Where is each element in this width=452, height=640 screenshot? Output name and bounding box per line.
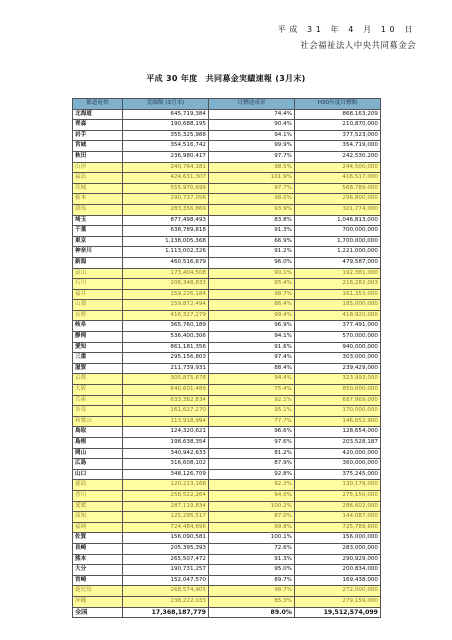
actual-cell: 125,295,517 bbox=[123, 512, 209, 523]
table-row bbox=[73, 226, 381, 237]
actual-cell: 159,226,184 bbox=[123, 289, 209, 300]
rate-cell: 75.4% bbox=[209, 385, 295, 396]
table-row bbox=[73, 533, 381, 544]
prefecture-cell: 群馬 bbox=[73, 204, 123, 215]
target-cell: 128,654,000 bbox=[295, 427, 381, 438]
target-cell: 377,523,000 bbox=[295, 130, 381, 141]
prefecture-cell: 沖縄 bbox=[73, 596, 123, 607]
rate-cell: 98.0% bbox=[209, 194, 295, 205]
rate-cell: 94.0% bbox=[209, 490, 295, 501]
actual-cell: 861,181,356 bbox=[123, 342, 209, 353]
rate-cell: 83.8% bbox=[209, 215, 295, 226]
table-row bbox=[73, 374, 381, 385]
results-table bbox=[72, 98, 381, 618]
rate-cell: 86.4% bbox=[209, 300, 295, 311]
actual-cell: 424,631,307 bbox=[123, 173, 209, 184]
total-row bbox=[73, 607, 381, 618]
actual-cell: 340,942,633 bbox=[123, 448, 209, 459]
table-row bbox=[73, 416, 381, 427]
actual-cell: 640,601,489 bbox=[123, 385, 209, 396]
prefecture-cell: 山形 bbox=[73, 162, 123, 173]
table-row bbox=[73, 406, 381, 417]
actual-cell: 633,382,834 bbox=[123, 395, 209, 406]
prefecture-cell: 新潟 bbox=[73, 257, 123, 268]
actual-cell: 305,875,678 bbox=[123, 374, 209, 385]
actual-cell: 638,789,818 bbox=[123, 226, 209, 237]
table-row bbox=[73, 236, 381, 247]
actual-cell: 206,348,833 bbox=[123, 279, 209, 290]
column-header-actual: 実績額 (3月末) bbox=[123, 99, 209, 110]
column-header-target: H30年度目標額 bbox=[295, 99, 381, 110]
table-row bbox=[73, 342, 381, 353]
actual-cell: 1,113,002,326 bbox=[123, 247, 209, 258]
document-title: 平成 30 年度 共同募金実績速報 (3月末) bbox=[146, 74, 306, 83]
table-row bbox=[73, 575, 381, 586]
prefecture-cell: 福島 bbox=[73, 173, 123, 184]
prefecture-cell: 山梨 bbox=[73, 300, 123, 311]
prefecture-cell: 神奈川 bbox=[73, 247, 123, 258]
target-cell: 868,163,209 bbox=[295, 109, 381, 120]
table-row bbox=[73, 151, 381, 162]
prefecture-cell: 岐阜 bbox=[73, 321, 123, 332]
table-body bbox=[73, 109, 381, 618]
table-row bbox=[73, 501, 381, 512]
target-cell: 360,000,000 bbox=[295, 459, 381, 470]
rate-cell: 81.2% bbox=[209, 448, 295, 459]
table-row bbox=[73, 490, 381, 501]
prefecture-cell: 高知 bbox=[73, 512, 123, 523]
rate-cell: 98.7% bbox=[209, 586, 295, 597]
actual-cell: 161,627,270 bbox=[123, 406, 209, 417]
actual-cell: 645,719,384 bbox=[123, 109, 209, 120]
table-row bbox=[73, 173, 381, 184]
actual-cell: 159,872,494 bbox=[123, 300, 209, 311]
actual-cell: 156,090,581 bbox=[123, 533, 209, 544]
prefecture-cell: 長崎 bbox=[73, 543, 123, 554]
rate-cell: 85.3% bbox=[209, 596, 295, 607]
actual-cell: 316,608,102 bbox=[123, 459, 209, 470]
prefecture-cell: 山口 bbox=[73, 469, 123, 480]
target-cell: 303,000,000 bbox=[295, 353, 381, 364]
prefecture-cell: 千葉 bbox=[73, 226, 123, 237]
rate-cell: 95.1% bbox=[209, 406, 295, 417]
actual-cell: 152,047,570 bbox=[123, 575, 209, 586]
rate-cell: 66.9% bbox=[209, 236, 295, 247]
target-cell: 700,000,000 bbox=[295, 226, 381, 237]
actual-cell: 265,507,472 bbox=[123, 554, 209, 565]
rate-cell: 94.4% bbox=[209, 374, 295, 385]
target-cell: 354,719,000 bbox=[295, 141, 381, 152]
table-row bbox=[73, 120, 381, 131]
total-actual-cell: 17,368,187,779 bbox=[123, 607, 209, 618]
actual-cell: 236,980,417 bbox=[123, 151, 209, 162]
actual-cell: 205,395,393 bbox=[123, 543, 209, 554]
table-row bbox=[73, 109, 381, 120]
rate-cell: 89.7% bbox=[209, 575, 295, 586]
actual-cell: 120,213,168 bbox=[123, 480, 209, 491]
target-cell: 185,000,000 bbox=[295, 300, 381, 311]
table-row bbox=[73, 300, 381, 311]
actual-cell: 365,760,189 bbox=[123, 321, 209, 332]
rate-cell: 74.4% bbox=[209, 109, 295, 120]
rate-cell: 97.4% bbox=[209, 353, 295, 364]
target-cell: 479,587,000 bbox=[295, 257, 381, 268]
table-row bbox=[73, 586, 381, 597]
table-row bbox=[73, 268, 381, 279]
target-cell: 275,150,000 bbox=[295, 490, 381, 501]
prefecture-cell: 島根 bbox=[73, 438, 123, 449]
prefecture-cell: 岩手 bbox=[73, 130, 123, 141]
target-cell: 323,993,000 bbox=[295, 374, 381, 385]
table-row bbox=[73, 257, 381, 268]
target-cell: 570,000,000 bbox=[295, 332, 381, 343]
prefecture-cell: 鳥取 bbox=[73, 427, 123, 438]
prefecture-cell: 埼玉 bbox=[73, 215, 123, 226]
column-header-rate: 目標達成率 bbox=[209, 99, 295, 110]
prefecture-cell: 茨城 bbox=[73, 183, 123, 194]
actual-cell: 268,574,905 bbox=[123, 586, 209, 597]
total-target-cell: 19,512,574,099 bbox=[295, 607, 381, 618]
rate-cell: 91.3% bbox=[209, 226, 295, 237]
prefecture-cell: 福岡 bbox=[73, 522, 123, 533]
prefecture-cell: 青森 bbox=[73, 120, 123, 131]
prefecture-cell: 佐賀 bbox=[73, 533, 123, 544]
target-cell: 144,087,000 bbox=[295, 512, 381, 523]
prefecture-cell: 奈良 bbox=[73, 406, 123, 417]
total-rate-cell: 89.0% bbox=[209, 607, 295, 618]
prefecture-cell: 石川 bbox=[73, 279, 123, 290]
actual-cell: 724,484,696 bbox=[123, 522, 209, 533]
table-row bbox=[73, 289, 381, 300]
prefecture-cell: 滋賀 bbox=[73, 363, 123, 374]
target-cell: 161,353,000 bbox=[295, 289, 381, 300]
table-row bbox=[73, 596, 381, 607]
actual-cell: 173,404,508 bbox=[123, 268, 209, 279]
target-cell: 1,700,000,000 bbox=[295, 236, 381, 247]
rate-cell: 90.1% bbox=[209, 268, 295, 279]
target-cell: 200,834,000 bbox=[295, 565, 381, 576]
table-row bbox=[73, 395, 381, 406]
prefecture-cell: 兵庫 bbox=[73, 395, 123, 406]
target-cell: 1,221,000,000 bbox=[295, 247, 381, 258]
target-cell: 420,000,000 bbox=[295, 448, 381, 459]
target-cell: 192,381,000 bbox=[295, 268, 381, 279]
prefecture-cell: 北海道 bbox=[73, 109, 123, 120]
target-cell: 416,517,000 bbox=[295, 173, 381, 184]
rate-cell: 97.6% bbox=[209, 438, 295, 449]
rate-cell: 94.1% bbox=[209, 130, 295, 141]
rate-cell: 97.7% bbox=[209, 151, 295, 162]
target-cell: 301,774,000 bbox=[295, 204, 381, 215]
prefecture-cell: 宮崎 bbox=[73, 575, 123, 586]
target-cell: 290,929,000 bbox=[295, 554, 381, 565]
target-cell: 296,800,000 bbox=[295, 194, 381, 205]
target-cell: 940,000,000 bbox=[295, 342, 381, 353]
prefecture-cell: 東京 bbox=[73, 236, 123, 247]
table-row bbox=[73, 279, 381, 290]
actual-cell: 290,737,056 bbox=[123, 194, 209, 205]
table-row bbox=[73, 353, 381, 364]
table-row bbox=[73, 130, 381, 141]
target-cell: 1,046,813,000 bbox=[295, 215, 381, 226]
prefecture-cell: 香川 bbox=[73, 490, 123, 501]
table-row bbox=[73, 363, 381, 374]
rate-cell: 99.8% bbox=[209, 522, 295, 533]
target-cell: 279,159,000 bbox=[295, 596, 381, 607]
table-row bbox=[73, 141, 381, 152]
actual-cell: 877,498,493 bbox=[123, 215, 209, 226]
rate-cell: 95.0% bbox=[209, 565, 295, 576]
target-cell: 377,491,000 bbox=[295, 321, 381, 332]
target-cell: 375,245,000 bbox=[295, 469, 381, 480]
target-cell: 216,282,003 bbox=[295, 279, 381, 290]
actual-cell: 295,156,803 bbox=[123, 353, 209, 364]
table-row bbox=[73, 565, 381, 576]
rate-cell: 88.4% bbox=[209, 363, 295, 374]
target-cell: 850,000,000 bbox=[295, 385, 381, 396]
rate-cell: 98.7% bbox=[209, 289, 295, 300]
prefecture-cell: 和歌山 bbox=[73, 416, 123, 427]
actual-cell: 287,119,834 bbox=[123, 501, 209, 512]
rate-cell: 92.8% bbox=[209, 469, 295, 480]
target-cell: 286,602,000 bbox=[295, 501, 381, 512]
actual-cell: 190,731,257 bbox=[123, 565, 209, 576]
table-row bbox=[73, 204, 381, 215]
actual-cell: 555,970,699 bbox=[123, 183, 209, 194]
rate-cell: 87.9% bbox=[209, 459, 295, 470]
prefecture-cell: 岡山 bbox=[73, 448, 123, 459]
rate-cell: 98.5% bbox=[209, 162, 295, 173]
table-row bbox=[73, 385, 381, 396]
column-header-prefecture: 都道府県 bbox=[73, 99, 123, 110]
prefecture-cell: 栃木 bbox=[73, 194, 123, 205]
rate-cell: 77.7% bbox=[209, 416, 295, 427]
prefecture-cell: 静岡 bbox=[73, 332, 123, 343]
table-row bbox=[73, 332, 381, 343]
report-date: 平成 31 年 4 月 10 日 bbox=[277, 25, 416, 34]
target-cell: 170,000,000 bbox=[295, 406, 381, 417]
prefecture-cell: 熊本 bbox=[73, 554, 123, 565]
target-cell: 283,000,000 bbox=[295, 543, 381, 554]
rate-cell: 95.4% bbox=[209, 279, 295, 290]
rate-cell: 91.2% bbox=[209, 247, 295, 258]
actual-cell: 113,918,994 bbox=[123, 416, 209, 427]
rate-cell: 100.2% bbox=[209, 501, 295, 512]
target-cell: 568,789,000 bbox=[295, 183, 381, 194]
target-cell: 239,429,000 bbox=[295, 363, 381, 374]
rate-cell: 91.6% bbox=[209, 342, 295, 353]
table-row bbox=[73, 247, 381, 258]
actual-cell: 258,522,264 bbox=[123, 490, 209, 501]
rate-cell: 101.9% bbox=[209, 173, 295, 184]
target-cell: 272,000,000 bbox=[295, 586, 381, 597]
target-cell: 210,870,000 bbox=[295, 120, 381, 131]
actual-cell: 348,126,709 bbox=[123, 469, 209, 480]
actual-cell: 238,222,033 bbox=[123, 596, 209, 607]
prefecture-cell: 愛媛 bbox=[73, 501, 123, 512]
table-row bbox=[73, 459, 381, 470]
prefecture-cell: 愛知 bbox=[73, 342, 123, 353]
table-row bbox=[73, 427, 381, 438]
rate-cell: 94.1% bbox=[209, 332, 295, 343]
table-row bbox=[73, 183, 381, 194]
rate-cell: 92.3% bbox=[209, 480, 295, 491]
rate-cell: 72.6% bbox=[209, 543, 295, 554]
prefecture-cell: 長野 bbox=[73, 310, 123, 321]
actual-cell: 124,320,621 bbox=[123, 427, 209, 438]
rate-cell: 97.7% bbox=[209, 183, 295, 194]
target-cell: 244,500,000 bbox=[295, 162, 381, 173]
prefecture-cell: 三重 bbox=[73, 353, 123, 364]
prefecture-cell: 大阪 bbox=[73, 385, 123, 396]
rate-cell: 96.6% bbox=[209, 427, 295, 438]
rate-cell: 99.4% bbox=[209, 310, 295, 321]
rate-cell: 87.0% bbox=[209, 512, 295, 523]
target-cell: 146,652,900 bbox=[295, 416, 381, 427]
rate-cell: 99.9% bbox=[209, 141, 295, 152]
table-row bbox=[73, 194, 381, 205]
actual-cell: 355,325,988 bbox=[123, 130, 209, 141]
rate-cell: 96.9% bbox=[209, 321, 295, 332]
prefecture-cell: 秋田 bbox=[73, 151, 123, 162]
table-row bbox=[73, 310, 381, 321]
rate-cell: 91.3% bbox=[209, 554, 295, 565]
rate-cell: 96.0% bbox=[209, 257, 295, 268]
target-cell: 242,530,200 bbox=[295, 151, 381, 162]
target-cell: 169,438,000 bbox=[295, 575, 381, 586]
actual-cell: 354,516,742 bbox=[123, 141, 209, 152]
actual-cell: 283,356,869 bbox=[123, 204, 209, 215]
total-prefecture-cell: 全国 bbox=[73, 607, 123, 618]
target-cell: 203,528,187 bbox=[295, 438, 381, 449]
rate-cell: 92.1% bbox=[209, 395, 295, 406]
prefecture-cell: 徳島 bbox=[73, 480, 123, 491]
prefecture-cell: 大分 bbox=[73, 565, 123, 576]
table-row bbox=[73, 469, 381, 480]
rate-cell: 90.4% bbox=[209, 120, 295, 131]
table-row bbox=[73, 215, 381, 226]
table-row bbox=[73, 480, 381, 491]
table-row bbox=[73, 512, 381, 523]
target-cell: 418,920,000 bbox=[295, 310, 381, 321]
actual-cell: 1,138,005,368 bbox=[123, 236, 209, 247]
target-cell: 156,000,000 bbox=[295, 533, 381, 544]
prefecture-cell: 福井 bbox=[73, 289, 123, 300]
table-row bbox=[73, 162, 381, 173]
prefecture-cell: 鹿児島 bbox=[73, 586, 123, 597]
actual-cell: 416,327,279 bbox=[123, 310, 209, 321]
prefecture-cell: 広島 bbox=[73, 459, 123, 470]
actual-cell: 198,638,354 bbox=[123, 438, 209, 449]
actual-cell: 211,739,931 bbox=[123, 363, 209, 374]
target-cell: 687,969,000 bbox=[295, 395, 381, 406]
table-row bbox=[73, 448, 381, 459]
table-row bbox=[73, 438, 381, 449]
table-row bbox=[73, 554, 381, 565]
table-row bbox=[73, 321, 381, 332]
actual-cell: 190,688,195 bbox=[123, 120, 209, 131]
target-cell: 725,789,600 bbox=[295, 522, 381, 533]
rate-cell: 100.1% bbox=[209, 533, 295, 544]
table-row bbox=[73, 522, 381, 533]
actual-cell: 460,516,679 bbox=[123, 257, 209, 268]
table-row bbox=[73, 543, 381, 554]
prefecture-cell: 宮城 bbox=[73, 141, 123, 152]
actual-cell: 240,764,181 bbox=[123, 162, 209, 173]
prefecture-cell: 富山 bbox=[73, 268, 123, 279]
table-header-row bbox=[73, 99, 381, 110]
rate-cell: 93.9% bbox=[209, 204, 295, 215]
target-cell: 130,179,000 bbox=[295, 480, 381, 491]
actual-cell: 536,400,306 bbox=[123, 332, 209, 343]
organization-name: 社会福祉法人中央共同募金会 bbox=[300, 41, 416, 51]
prefecture-cell: 京都 bbox=[73, 374, 123, 385]
